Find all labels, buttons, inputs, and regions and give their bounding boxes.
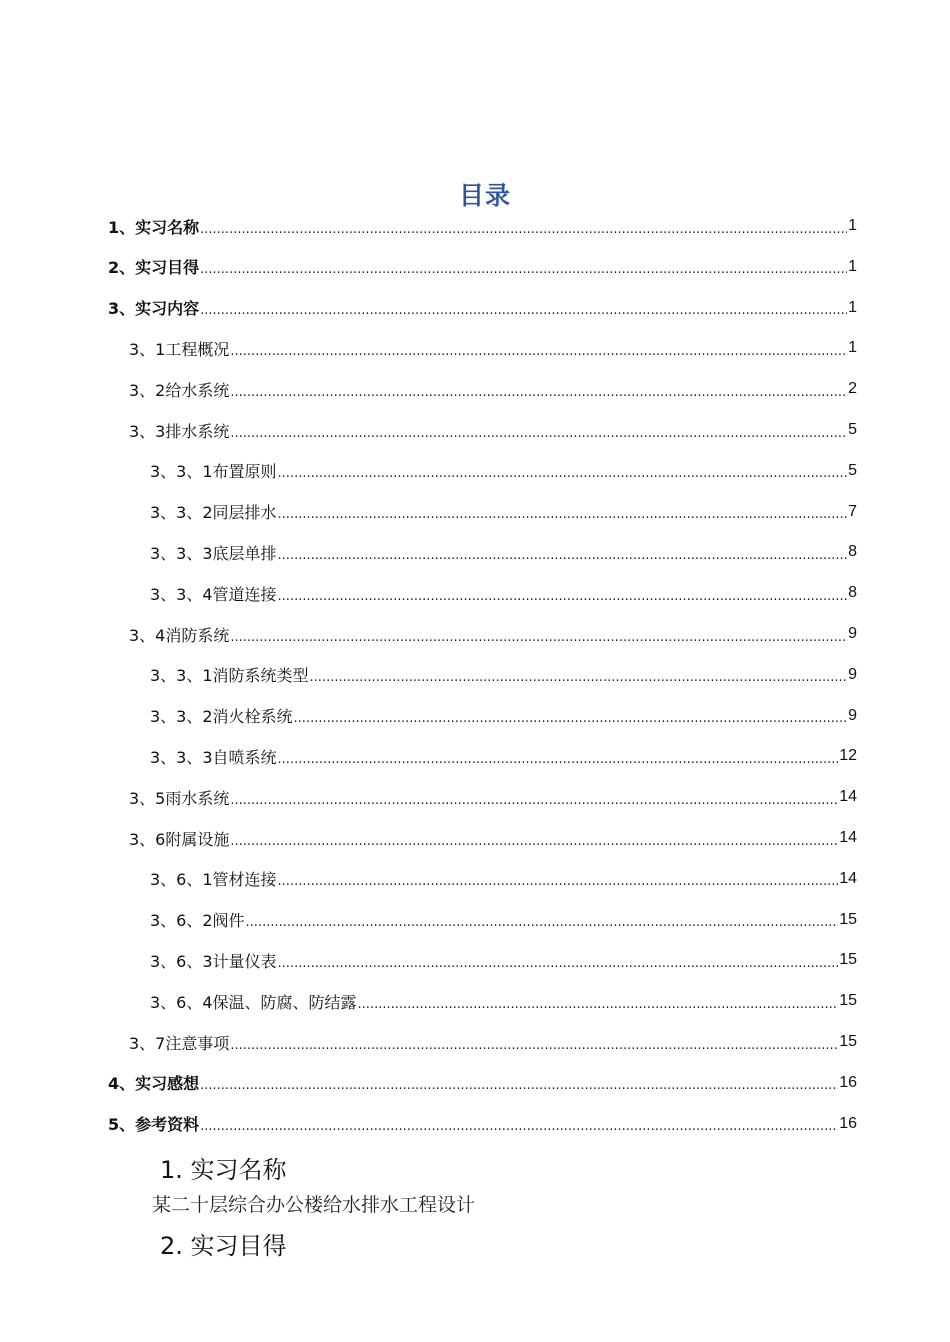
toc-leader-dots	[278, 589, 848, 604]
toc-entry-page: 15	[839, 910, 857, 928]
toc-entry-label: 3、3、1消防系统类型	[150, 666, 309, 686]
toc-entry-label: 3、4消防系统	[129, 625, 230, 645]
section-body-text: 某二十层综合办公楼给水排水工程设计	[152, 1194, 476, 1216]
toc-entry[interactable]	[0, 247, 950, 287]
toc-entry-page: 16	[839, 1114, 857, 1132]
toc-leader-dots	[358, 997, 839, 1012]
toc-leader-dots	[246, 915, 839, 930]
toc-entry-page: 5	[848, 421, 857, 438]
toc-entry-label: 3、7注意事项	[129, 1033, 230, 1053]
toc-entry[interactable]	[0, 1022, 950, 1062]
toc-entry-page: 15	[839, 951, 857, 969]
toc-title: 目录	[458, 181, 511, 210]
toc-entry[interactable]	[0, 451, 950, 491]
toc-entry[interactable]	[0, 818, 950, 858]
toc-leader-dots	[200, 303, 847, 318]
toc-entry[interactable]	[0, 369, 950, 409]
toc-entry[interactable]	[0, 614, 950, 654]
toc-entry-label: 3、6、3计量仪表	[150, 951, 277, 971]
toc-entry-page: 9	[848, 706, 857, 724]
toc-entry-label: 3、3、4管道连接	[150, 584, 277, 604]
toc-leader-dots	[278, 507, 848, 522]
toc-entry-page: 7	[848, 502, 857, 520]
toc-entry[interactable]	[0, 655, 950, 695]
toc-leader-dots	[230, 1038, 838, 1053]
toc-entry-page: 9	[848, 625, 857, 642]
toc-leader-dots	[294, 711, 848, 726]
toc-entry[interactable]	[0, 859, 950, 899]
toc-entry[interactable]	[0, 777, 950, 817]
toc-entry-label: 4、实习感想	[108, 1074, 200, 1094]
toc-entry-page: 12	[839, 747, 857, 765]
toc-leader-dots	[200, 1119, 838, 1134]
toc-entry-page: 1	[848, 217, 857, 234]
toc-entry-page: 16	[839, 1073, 857, 1091]
toc-leader-dots	[278, 874, 839, 889]
toc-entry-page: 14	[839, 829, 857, 846]
toc-entry[interactable]	[0, 328, 950, 368]
toc-leader-dots	[230, 630, 847, 645]
toc-entry[interactable]	[0, 736, 950, 776]
section-heading: 2. 实习目得	[160, 1232, 287, 1260]
toc-entry-page: 2	[848, 380, 857, 398]
toc-entry-label: 3、5雨水系统	[129, 788, 230, 808]
toc-entry-label: 3、6、1管材连接	[150, 870, 277, 890]
toc-leader-dots	[278, 548, 848, 563]
toc-entry-label: 3、3排水系统	[129, 421, 230, 441]
toc-entry[interactable]	[0, 696, 950, 736]
toc-entry-page: 9	[848, 665, 857, 683]
toc-entry-page: 1	[848, 298, 857, 316]
toc-entry-page: 14	[839, 788, 857, 806]
toc-entry-label: 3、3、3自喷系统	[150, 747, 277, 767]
toc-entry-label: 3、实习内容	[108, 299, 200, 319]
toc-entry-label: 3、3、2同层排水	[150, 503, 277, 523]
toc-entry-page: 14	[839, 869, 857, 887]
toc-entry-label: 3、6附属设施	[129, 829, 230, 849]
toc-leader-dots	[310, 670, 848, 685]
toc-entry-page: 8	[848, 543, 857, 561]
toc-leader-dots	[230, 834, 838, 849]
toc-entry[interactable]	[0, 1104, 950, 1144]
toc-leader-dots	[230, 426, 847, 441]
toc-entry[interactable]	[0, 981, 950, 1021]
toc-entry-page: 15	[839, 992, 857, 1010]
toc-entry-label: 3、1工程概况	[129, 339, 230, 359]
toc-entry-page: 8	[848, 584, 857, 602]
toc-entry[interactable]	[0, 410, 950, 450]
toc-entry-label: 3、3、1布置原则	[150, 462, 277, 482]
toc-entry[interactable]	[0, 900, 950, 940]
toc-entry[interactable]	[0, 1063, 950, 1103]
toc-entry-label: 3、2给水系统	[129, 380, 230, 400]
toc-entry-page: 1	[848, 257, 857, 275]
toc-leader-dots	[278, 956, 839, 971]
toc-leader-dots	[230, 344, 847, 359]
toc-entry-label: 5、参考资料	[108, 1115, 200, 1135]
toc-leader-dots	[278, 752, 839, 767]
toc-entry-page: 1	[848, 339, 857, 357]
toc-entry-label: 2、实习目得	[108, 258, 200, 278]
toc-leader-dots	[230, 793, 838, 808]
toc-entry[interactable]	[0, 532, 950, 572]
toc-entry-label: 1、实习名称	[108, 217, 200, 237]
toc-entry-label: 3、6、2阀件	[150, 911, 245, 931]
toc-entry[interactable]	[0, 288, 950, 328]
toc-entry[interactable]	[0, 573, 950, 613]
toc-entry-page: 15	[839, 1033, 857, 1050]
toc-entry[interactable]	[0, 206, 950, 246]
toc-leader-dots	[200, 1078, 838, 1093]
section-heading: 1. 实习名称	[160, 1156, 287, 1184]
toc-leader-dots	[200, 222, 847, 237]
toc-entry-label: 3、6、4保温、防腐、防结露	[150, 992, 357, 1012]
toc-entry-label: 3、3、3底层单排	[150, 543, 277, 563]
toc-entry-page: 5	[848, 461, 857, 479]
toc-leader-dots	[278, 466, 848, 481]
toc-entry[interactable]	[0, 492, 950, 532]
toc-entry-label: 3、3、2消火栓系统	[150, 707, 293, 727]
toc-entry[interactable]	[0, 940, 950, 980]
toc-leader-dots	[200, 262, 847, 277]
toc-leader-dots	[230, 385, 847, 400]
